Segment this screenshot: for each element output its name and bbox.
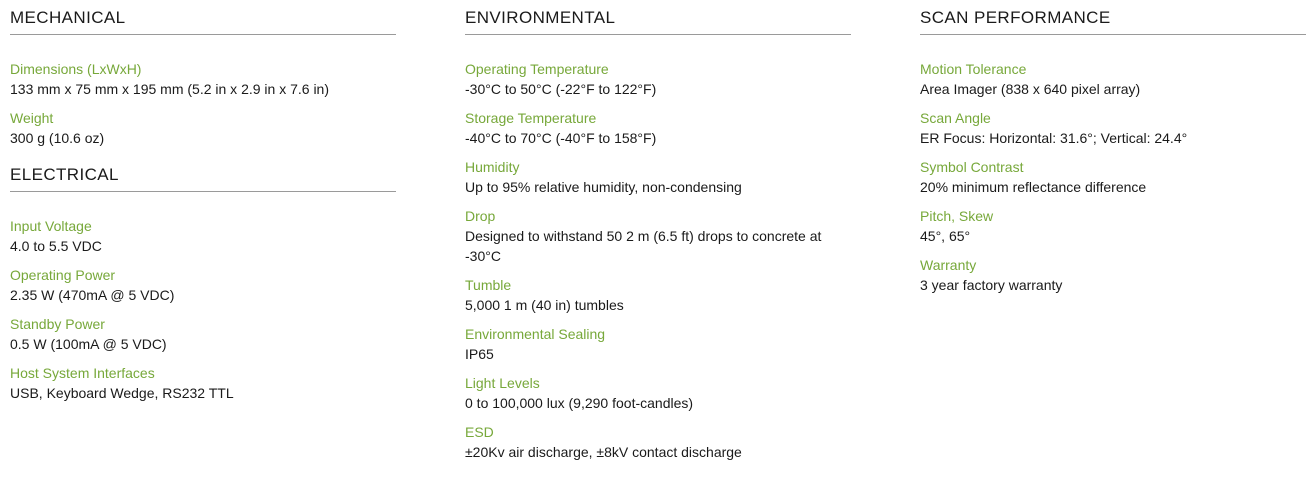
spec-host-interfaces [10, 363, 396, 403]
spec-value: 4.0 to 5.5 VDC [10, 238, 102, 254]
spec-value: 133 mm x 75 mm x 195 mm (5.2 in x 2.9 in x 7.6 in) [10, 81, 330, 97]
spec-light-levels [465, 373, 851, 413]
spec-label: Motion Tolerance [920, 61, 1027, 77]
spec-value: Up to 95% relative humidity, non-condensing [465, 179, 742, 195]
spec-label: Light Levels [465, 375, 540, 391]
spec-esd [465, 422, 851, 462]
spec-value: USB, Keyboard Wedge, RS232 TTL [10, 385, 234, 401]
spec-value: ER Focus: Horizontal: 31.6°; Vertical: 24.4° [920, 130, 1188, 146]
spec-drop [465, 206, 851, 266]
spec-label: Humidity [465, 159, 520, 175]
spec-label: Input Voltage [10, 218, 92, 234]
spec-environmental-sealing [465, 324, 851, 364]
spec-symbol-contrast [920, 157, 1306, 197]
section-divider [10, 191, 396, 192]
spec-pitch-skew [920, 206, 1306, 246]
spec-storage-temperature [465, 108, 851, 148]
section-title-electrical: ELECTRICAL [10, 165, 119, 184]
spec-value: -40°C to 70°C (-40°F to 158°F) [465, 130, 657, 146]
spec-value: ±20Kv air discharge, ±8kV contact discharge [465, 444, 742, 460]
spec-value: 0 to 100,000 lux (9,290 foot-candles) [465, 395, 694, 411]
section-divider [465, 34, 851, 35]
spec-motion-tolerance [920, 59, 1306, 99]
spec-label: Warranty [920, 257, 977, 273]
spec-value: 3 year factory warranty [920, 277, 1063, 293]
spec-label: Operating Power [10, 267, 116, 283]
spec-input-voltage [10, 216, 396, 256]
spec-value: IP65 [465, 346, 494, 362]
spec-label: Weight [10, 110, 54, 126]
spec-label: Host System Interfaces [10, 365, 155, 381]
column-environmental [465, 0, 851, 471]
section-title-mechanical: MECHANICAL [10, 8, 126, 27]
spec-label: Operating Temperature [465, 61, 609, 77]
spec-label: Drop [465, 208, 496, 224]
section-divider [10, 34, 396, 35]
spec-label: Storage Temperature [465, 110, 597, 126]
spec-operating-power [10, 265, 396, 305]
spec-label: Tumble [465, 277, 512, 293]
column-mechanical-electrical [10, 0, 396, 412]
spec-tumble [465, 275, 851, 315]
spec-value: Designed to withstand 50 2 m (6.5 ft) drops to concrete at -30°C [465, 228, 822, 264]
spec-value: 2.35 W (470mA @ 5 VDC) [10, 287, 175, 303]
spec-warranty [920, 255, 1306, 295]
spec-value: 300 g (10.6 oz) [10, 130, 105, 146]
spec-label: Symbol Contrast [920, 159, 1024, 175]
spec-label: Scan Angle [920, 110, 991, 126]
spec-value: 45°, 65° [920, 228, 971, 244]
spec-label: ESD [465, 424, 494, 440]
spec-dimensions [10, 59, 396, 99]
spec-standby-power [10, 314, 396, 354]
spec-value: Area Imager (838 x 640 pixel array) [920, 81, 1141, 97]
section-divider [920, 34, 1306, 35]
spec-operating-temperature [465, 59, 851, 99]
section-title-scan-performance: SCAN PERFORMANCE [920, 8, 1111, 27]
spec-label: Standby Power [10, 316, 105, 332]
spec-label: Pitch, Skew [920, 208, 994, 224]
spec-label: Environmental Sealing [465, 326, 606, 342]
spec-humidity [465, 157, 851, 197]
spec-value: 5,000 1 m (40 in) tumbles [465, 297, 624, 313]
spec-label: Dimensions (LxWxH) [10, 61, 142, 77]
spec-value: 0.5 W (100mA @ 5 VDC) [10, 336, 167, 352]
column-scan-performance [920, 0, 1306, 304]
spec-value: 20% minimum reflectance difference [920, 179, 1147, 195]
spec-scan-angle [920, 108, 1306, 148]
spec-value: -30°C to 50°C (-22°F to 122°F) [465, 81, 657, 97]
section-title-environmental: ENVIRONMENTAL [465, 8, 616, 27]
spec-weight [10, 108, 396, 148]
